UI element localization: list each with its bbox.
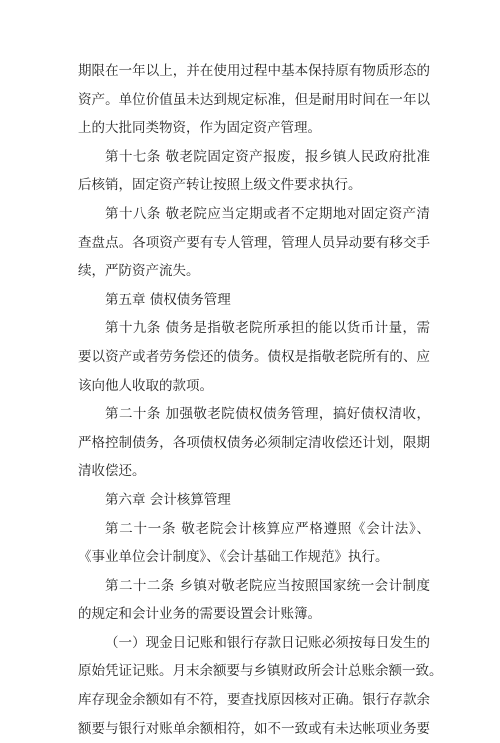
text-line: 第十八条 敬老院应当定期或者不定期地对固定资产清 — [105, 205, 430, 222]
chapter-5-heading — [78, 286, 430, 315]
article-17 — [78, 143, 430, 200]
text-line: 要以资产或者劳务偿还的债务。债权是指敬老院所有的、应 — [78, 348, 430, 365]
text-line: 第二十一条 敬老院会计核算应严格遵照《会计法》、 — [105, 520, 430, 537]
text-line: 续，严防资产流失。 — [78, 263, 200, 280]
chapter-6-heading — [78, 486, 430, 515]
text-line: 第二十条 加强敬老院债权债务管理，搞好债权清收， — [105, 406, 430, 423]
text-line: 查盘点。各项资产要有专人管理，管理人员异动要有移交手 — [78, 234, 430, 251]
text-line: 《事业单位会计制度》、《会计基础工作规范》执行。 — [78, 549, 389, 566]
article-22-item-1 — [78, 629, 443, 743]
article-20 — [78, 400, 430, 486]
text-line: 的规定和会计业务的需要设置会计账簿。 — [78, 606, 321, 623]
text-line: 后核销，固定资产转让按照上级文件要求执行。 — [78, 177, 362, 194]
text-line: 清收偿还。 — [78, 463, 146, 480]
chapter-title: 第六章 会计核算管理 — [105, 491, 231, 508]
article-21 — [78, 515, 430, 572]
text-line: 严格控制债务，各项债权债务必须制定清收偿还计划，限期 — [78, 434, 430, 451]
text-line: 第十七条 敬老院固定资产报废，报乡镇人民政府批准 — [105, 148, 430, 165]
text-line: 额要与银行对账单余额相符，如不一致或有未达帐项业务要 — [78, 720, 430, 737]
text-line: 第二十二条 乡镇对敬老院应当按照国家统一会计制度 — [105, 577, 430, 594]
chapter-title: 第五章 债权债务管理 — [105, 291, 231, 308]
text-line: 第十九条 债务是指敬老院所承担的能以货币计量，需 — [105, 320, 430, 337]
text-line: 库存现金余额如有不符，要查找原因核对正确。银行存款余 — [78, 692, 430, 709]
article-22 — [78, 572, 430, 629]
text-line: 资产。单位价值虽未达到规定标准，但是耐用时间在一年以 — [78, 91, 430, 108]
text-line: 原始凭证记账。月末余额要与乡镇财政所会计总账余额一致。 — [78, 663, 443, 680]
text-line: 该向他人收取的款项。 — [78, 377, 213, 394]
paragraph-fixed-assets-definition — [78, 57, 430, 143]
text-line: 上的大批同类物资，作为固定资产管理。 — [78, 120, 321, 137]
article-18 — [78, 200, 430, 286]
document-body — [78, 57, 443, 743]
text-line: 期限在一年以上，并在使用过程中基本保持原有物质形态的 — [78, 63, 430, 79]
text-line: （一）现金日记账和银行存款日记账必须按每日发生的 — [105, 634, 430, 651]
article-19 — [78, 314, 430, 400]
